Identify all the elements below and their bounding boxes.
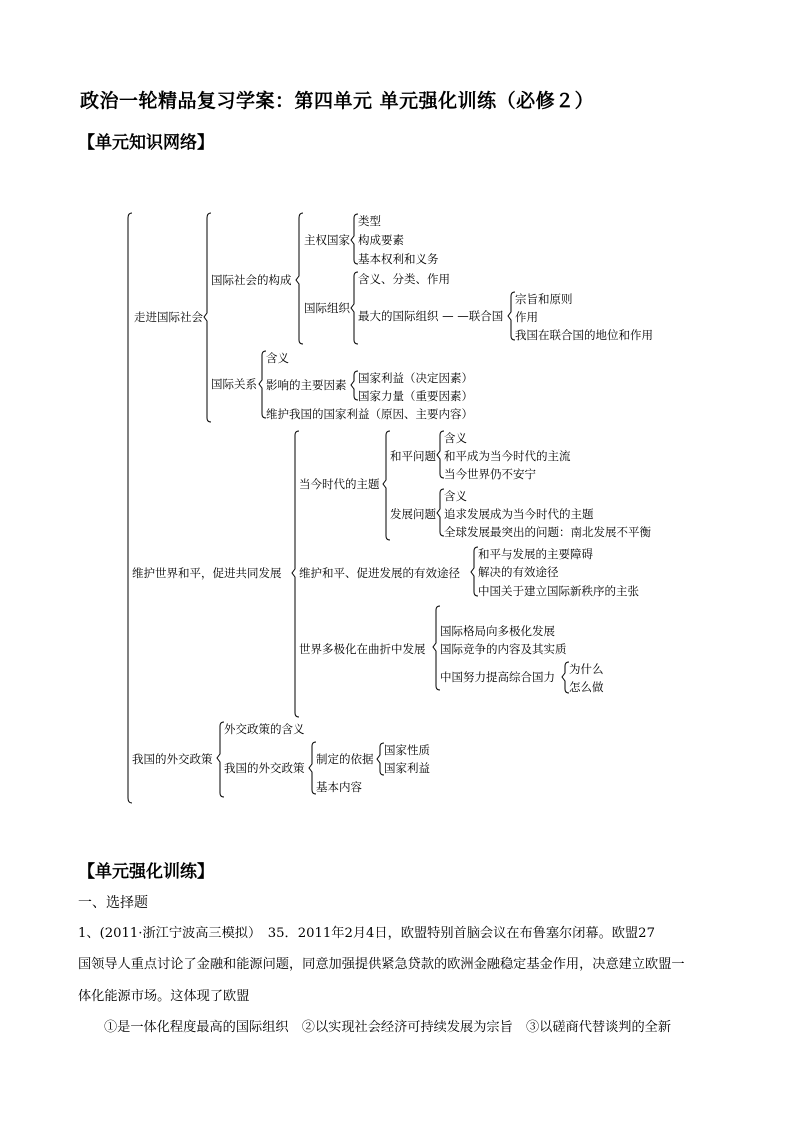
tree-node: 国际社会的构成 bbox=[211, 273, 292, 287]
question-1-line: 国领导人重点讨论了金融和能源问题，同意加强提供紧急贷款的欧洲金融稳定基金作用，决意建立欧盟一 bbox=[78, 957, 685, 972]
tree-node: 最大的国际组织 — —联合国 bbox=[358, 309, 504, 323]
tree-node: 含义 bbox=[266, 351, 289, 365]
tree-node: 维护和平、促进发展的有效途径 bbox=[299, 566, 460, 580]
tree-node: 和平问题 bbox=[390, 449, 436, 463]
question-1-line: 体化能源市场。这体现了欧盟 bbox=[78, 989, 250, 1004]
tree-node: 国际组织 bbox=[304, 301, 350, 315]
tree-node: 含义 bbox=[444, 489, 467, 503]
tree-node: 维护我国的国家利益（原因、主要内容） bbox=[266, 407, 473, 421]
tree-node: 追求发展成为当今时代的主题 bbox=[444, 507, 594, 521]
tree-node: 国家利益（决定因素） bbox=[358, 371, 473, 385]
tree-node: 中国努力提高综合国力 bbox=[440, 670, 555, 684]
tree-node: 国际关系 bbox=[211, 377, 257, 391]
tree-node: 基本内容 bbox=[316, 780, 362, 794]
tree-node: 影响的主要因素 bbox=[266, 378, 347, 392]
tree-node: 制定的依据 bbox=[316, 752, 374, 766]
tree-node: 国家利益 bbox=[384, 761, 430, 775]
tree-node: 我国的外交政策 bbox=[224, 761, 305, 775]
tree-node: 构成要素 bbox=[358, 233, 404, 247]
question-1-line: 1、(2011·浙江宁波高三模拟） 35．2011年2月4日，欧盟特别首脑会议在布鲁塞尔闭幕。欧盟27 bbox=[78, 926, 655, 941]
tree-node: 含义 bbox=[444, 431, 467, 445]
tree-node: 含义、分类、作用 bbox=[358, 272, 450, 286]
tree-node: 国际竞争的内容及其实质 bbox=[440, 642, 567, 656]
tree-node: 外交政策的含义 bbox=[224, 722, 305, 736]
tree-node: 基本权利和义务 bbox=[358, 252, 439, 266]
tree-node: 宗旨和原则 bbox=[515, 292, 573, 306]
question-type: 一、选择题 bbox=[78, 895, 148, 911]
question-1-options: ①是一体化程度最高的国际组织 ②以实现社会经济可持续发展为宗旨 ③以磋商代替谈判的全新 bbox=[104, 1020, 672, 1035]
tree-node: 怎么做 bbox=[569, 680, 604, 694]
section-heading-network: 【单元知识网络】 bbox=[78, 133, 214, 153]
tree-node: 和平与发展的主要障碍 bbox=[478, 547, 593, 561]
tree-node: 作用 bbox=[515, 310, 538, 324]
tree-node: 中国关于建立国际新秩序的主张 bbox=[478, 584, 639, 598]
tree-node: 国家性质 bbox=[384, 743, 430, 757]
tree-node: 维护世界和平，促进共同发展 bbox=[132, 566, 282, 580]
tree-node: 国际格局向多极化发展 bbox=[440, 624, 555, 638]
tree-node: 和平成为当今时代的主流 bbox=[444, 449, 571, 463]
tree-node: 主权国家 bbox=[304, 233, 350, 247]
tree-node: 走进国际社会 bbox=[134, 310, 203, 324]
tree-node: 世界多极化在曲折中发展 bbox=[299, 642, 426, 656]
tree-node: 类型 bbox=[358, 214, 381, 228]
tree-node: 我国在联合国的地位和作用 bbox=[515, 328, 653, 342]
tree-node: 全球发展最突出的问题：南北发展不平衡 bbox=[444, 525, 651, 539]
tree-node: 我国的外交政策 bbox=[132, 752, 213, 766]
tree-node: 国家力量（重要因素） bbox=[358, 389, 473, 403]
section-heading-training: 【单元强化训练】 bbox=[78, 862, 214, 882]
tree-node: 当今世界仍不安宁 bbox=[444, 467, 536, 481]
tree-node: 为什么 bbox=[569, 662, 604, 676]
document-title: 政治一轮精品复习学案：第四单元 单元强化训练（必修２） bbox=[80, 90, 595, 112]
tree-node: 当今时代的主题 bbox=[299, 477, 380, 491]
tree-node: 解决的有效途径 bbox=[478, 565, 559, 579]
tree-node: 发展问题 bbox=[390, 507, 436, 521]
